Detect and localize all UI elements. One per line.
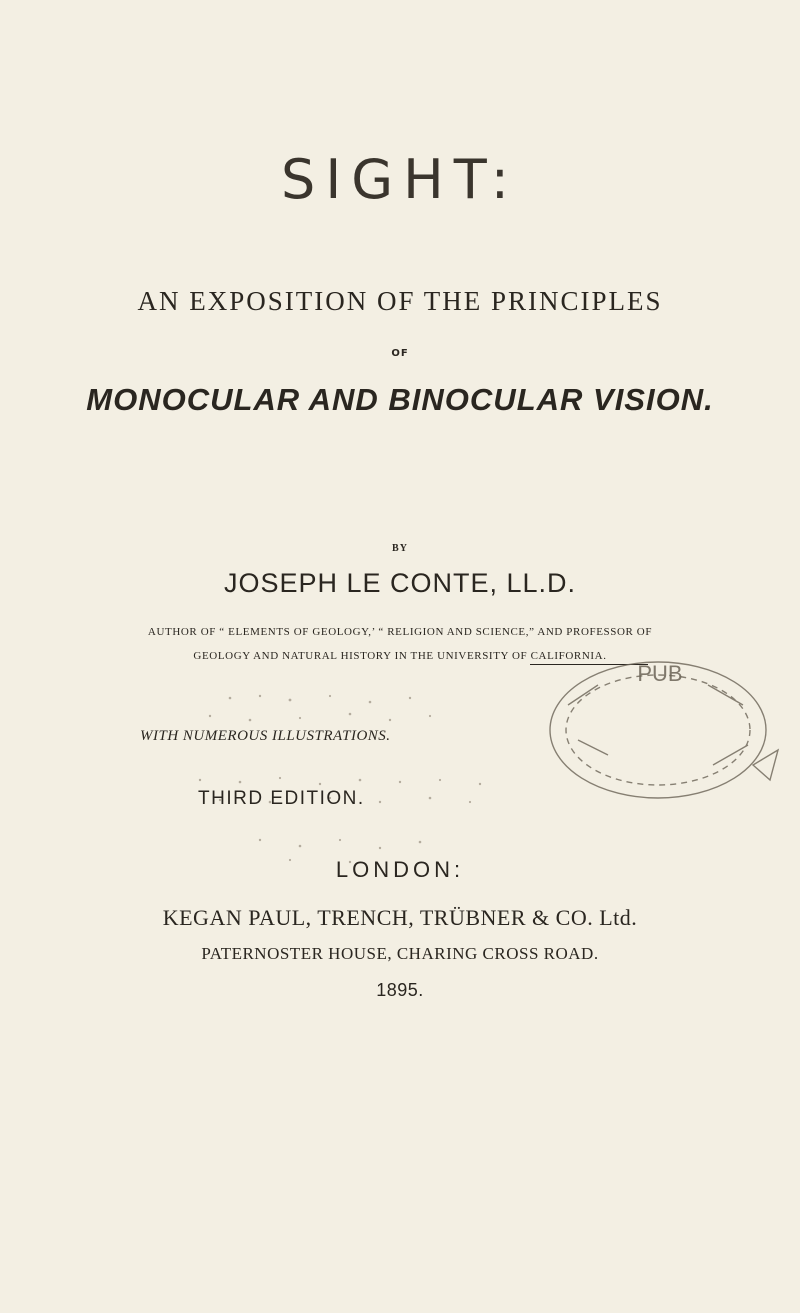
author-credits-line-2: GEOLOGY AND NATURAL HISTORY IN THE UNIVERSITY OF CALIFORNIA.: [193, 650, 607, 662]
illustrations-note: WITH NUMEROUS ILLUSTRATIONS.: [140, 728, 391, 744]
stamp-text: PUB: [637, 661, 683, 686]
author-name: JOSEPH LE CONTE, LL.D.: [223, 568, 577, 598]
imprint-address: PATERNOSTER HOUSE, CHARING CROSS ROAD.: [201, 944, 599, 963]
book-subject: MONOCULAR AND BINOCULAR VISION.: [86, 382, 714, 417]
book-title: SIGHT:: [281, 148, 519, 211]
by-line: BY: [392, 543, 408, 554]
ink-offset-speckle: [170, 690, 530, 870]
edition-note: THIRD EDITION.: [198, 788, 365, 809]
library-stamp: [538, 645, 800, 825]
imprint-year: 1895.: [376, 980, 424, 1000]
subtitle-connector: OF: [391, 348, 409, 359]
author-credits-line-1: AUTHOR OF “ ELEMENTS OF GEOLOGY,’ “ RELIGION AND SCIENCE,” AND PROFESSOR OF: [147, 626, 653, 638]
book-subtitle: AN EXPOSITION OF THE PRINCIPLES: [137, 286, 663, 316]
imprint-city: LONDON:: [335, 857, 465, 882]
imprint-publisher: KEGAN PAUL, TRENCH, TRÜBNER & CO. Ltd.: [162, 905, 638, 930]
